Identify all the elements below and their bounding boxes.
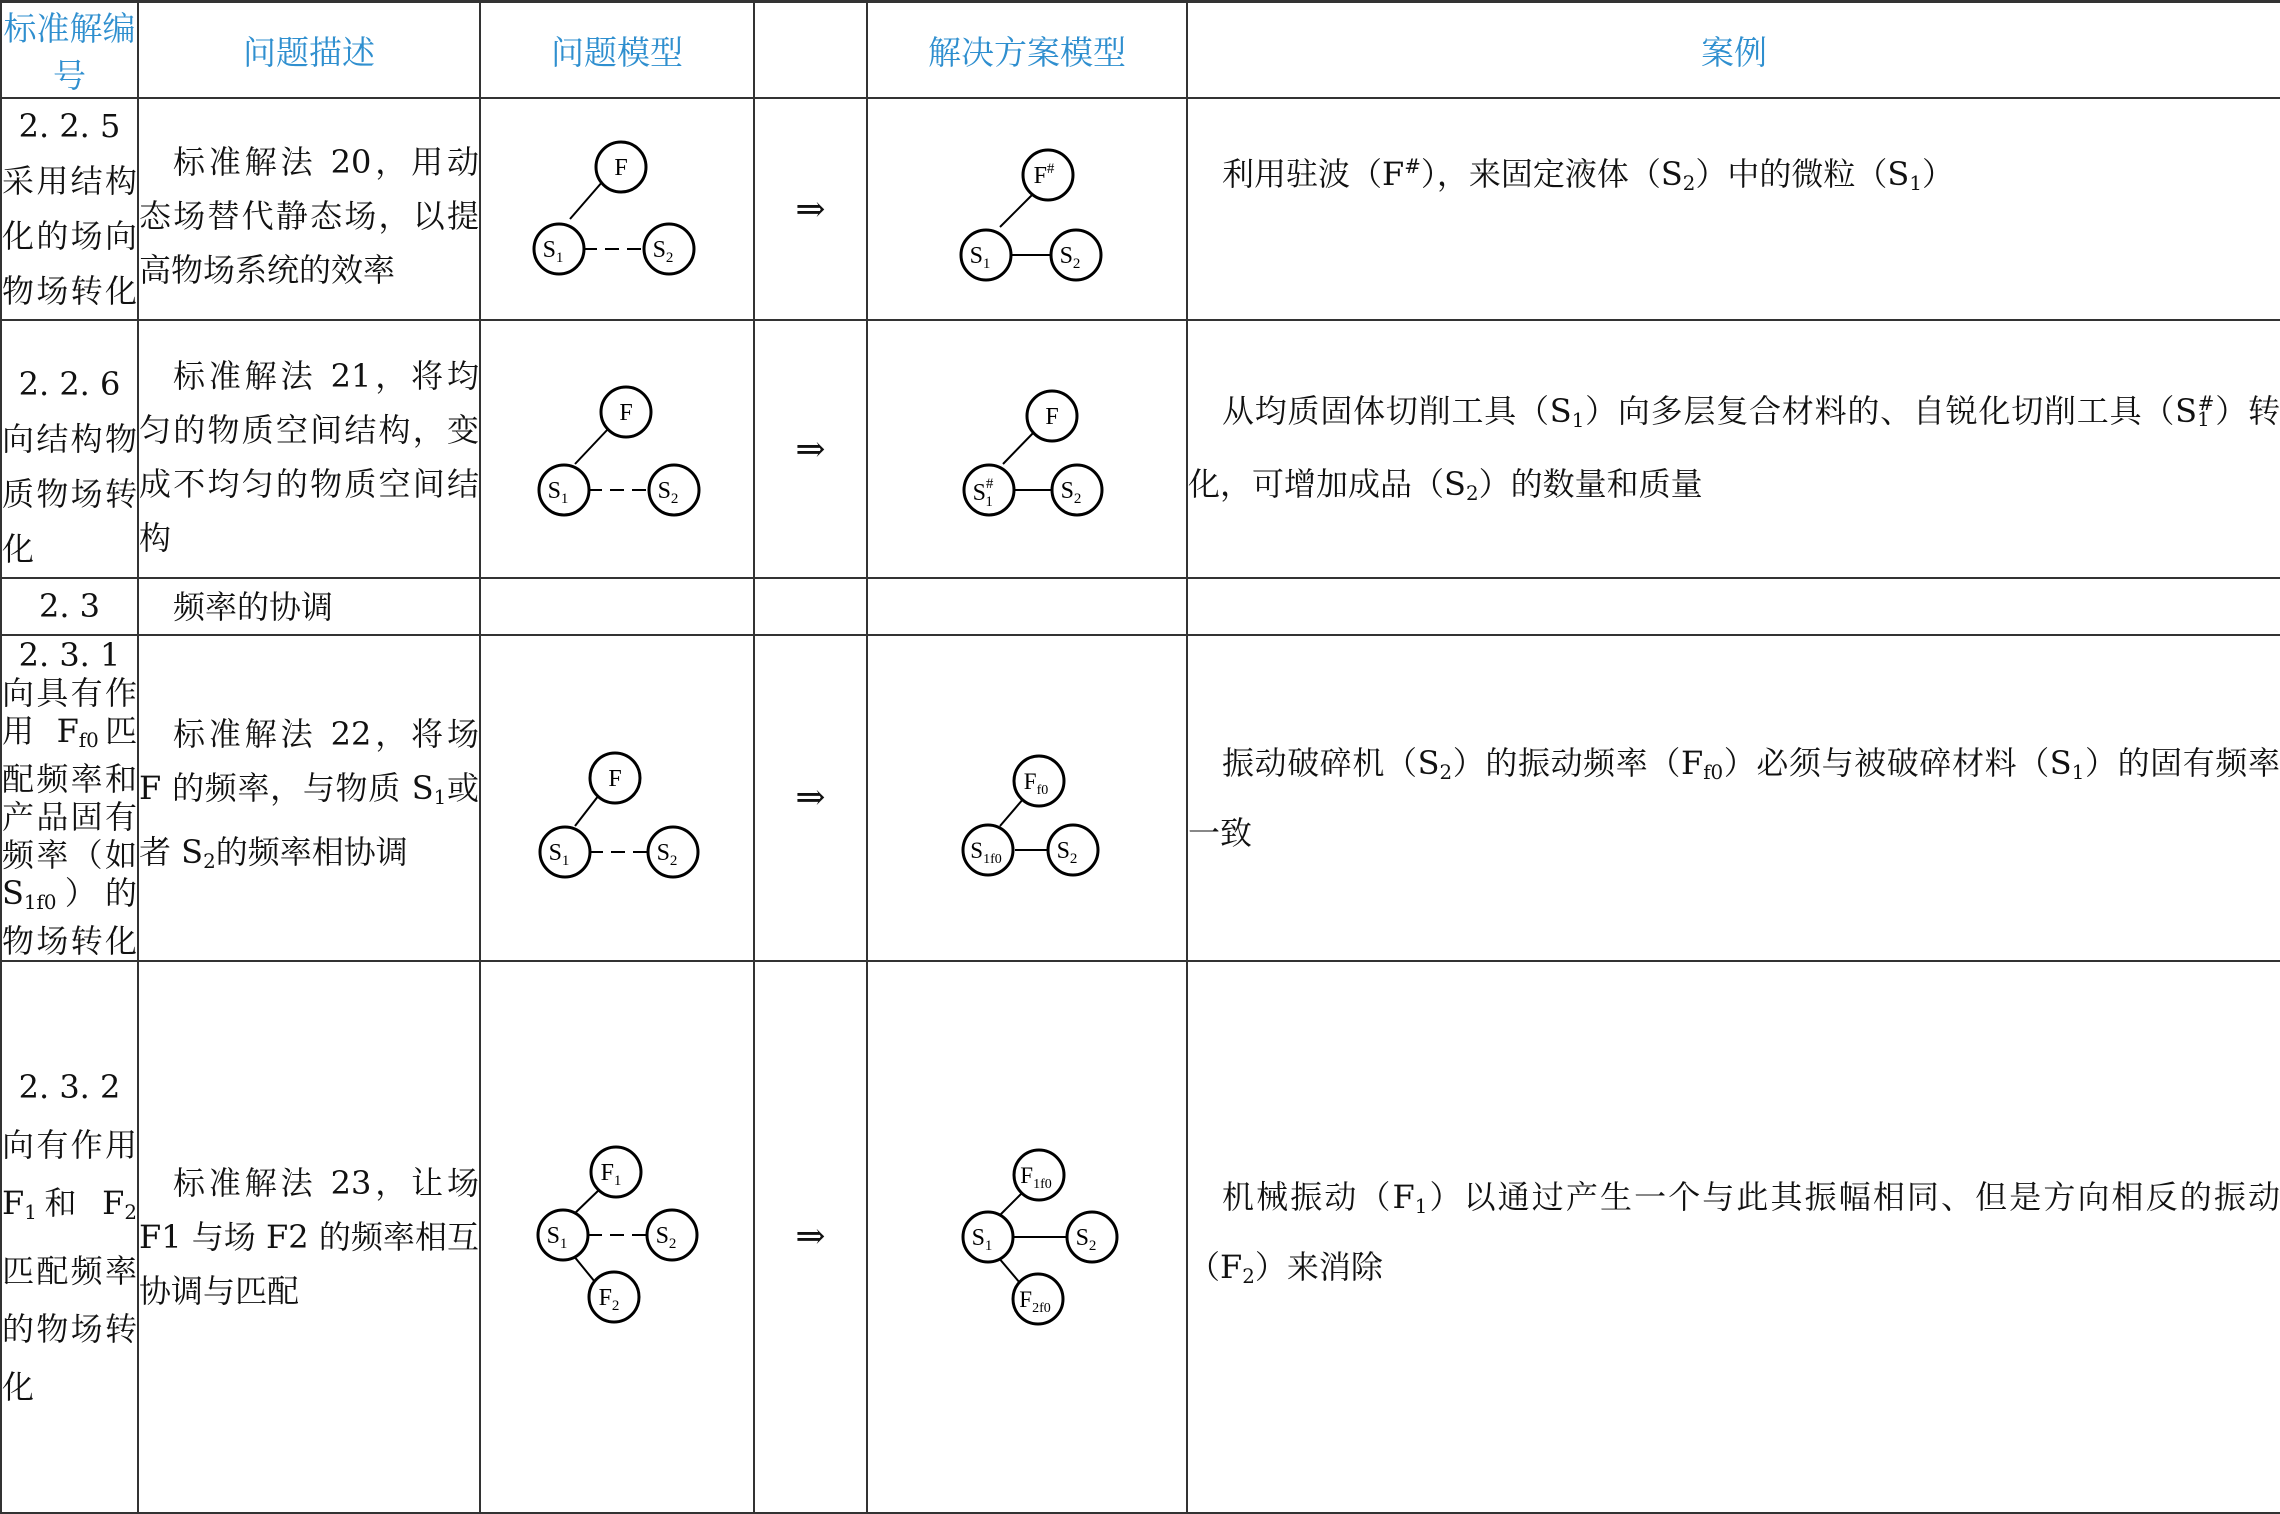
problem-model-diagram bbox=[481, 109, 755, 309]
description-cell bbox=[138, 578, 480, 635]
solution-model-diagram bbox=[868, 1097, 1188, 1377]
code-number: 2. 2. 5 bbox=[18, 107, 121, 145]
node-s1-label: $S_1$ bbox=[546, 1222, 568, 1252]
code-text: 向有作用 $F_1$和 $F_2$匹配频率的物场转化 bbox=[2, 1125, 137, 1406]
code-cell bbox=[1, 320, 138, 578]
solution-model-diagram bbox=[868, 109, 1188, 309]
description-text: 标准解法 20，用动态场替代静态场，以提高物场系统的效率 bbox=[139, 143, 479, 289]
problem-model-cell bbox=[480, 320, 754, 578]
solution-model-cell bbox=[867, 961, 1187, 1513]
empty-cell bbox=[867, 578, 1187, 635]
header-solution-model: 解决方案模型 bbox=[867, 2, 1187, 99]
arrow-cell: ⇒ bbox=[754, 320, 867, 578]
description-text: 标准解法 23，让场 F1 与场 F2 的频率相互协调与匹配 bbox=[139, 1163, 479, 1310]
node-s1-label: $S_1$ bbox=[548, 839, 570, 869]
node-s2-label: $S_2$ bbox=[656, 839, 678, 869]
solution-model-diagram bbox=[868, 360, 1188, 538]
description-text: 标准解法 21，将均匀的物质空间结构，变成不均匀的物质空间结构 bbox=[139, 357, 479, 557]
header-case: 案例 bbox=[1187, 2, 2280, 99]
node-f-label: F bbox=[608, 765, 622, 792]
problem-model-diagram bbox=[481, 678, 755, 918]
header-description: 问题描述 bbox=[138, 2, 480, 99]
node-s1f0-label: $S_{1f0}$ bbox=[970, 837, 1002, 867]
solution-model-cell bbox=[867, 98, 1187, 320]
table-row bbox=[1, 578, 2280, 635]
case-cell bbox=[1187, 961, 2280, 1513]
code-number: 2. 3. 1 bbox=[18, 636, 121, 674]
node-s2-label: $S_2$ bbox=[1056, 837, 1078, 867]
table-row bbox=[1, 635, 2280, 961]
case-text: 利用驻波（F#），来固定液体$(S_2)$中的微粒$(S_1)$ bbox=[1222, 154, 1954, 195]
node-ff0-label: $F_{f0}$ bbox=[1023, 768, 1049, 798]
node-s2-label: $S_2$ bbox=[1060, 478, 1082, 507]
description-cell bbox=[138, 98, 480, 320]
node-f2f0-label: $F_{2f0}$ bbox=[1019, 1286, 1051, 1316]
table-row bbox=[1, 961, 2280, 1513]
code-number: 2. 3 bbox=[38, 587, 101, 625]
code-cell bbox=[1, 961, 138, 1513]
solution-model-cell bbox=[867, 635, 1187, 961]
arrow-cell: ⇒ bbox=[754, 98, 867, 320]
description-text: 频率的协调 bbox=[173, 587, 334, 626]
description-cell bbox=[138, 635, 480, 961]
header-code: 标准解编号 bbox=[1, 2, 138, 99]
node-s1-label: $S_1$ bbox=[971, 1224, 993, 1254]
problem-model-diagram bbox=[481, 360, 755, 538]
empty-cell bbox=[1187, 578, 2280, 635]
problem-model-diagram bbox=[481, 1097, 755, 1377]
header-problem-model: 问题模型 bbox=[480, 2, 754, 99]
solution-model-cell bbox=[867, 320, 1187, 578]
table-row bbox=[1, 320, 2280, 578]
node-f-label: F bbox=[619, 400, 633, 426]
code-cell bbox=[1, 98, 138, 320]
header-row bbox=[1, 2, 2280, 99]
problem-model-cell bbox=[480, 98, 754, 320]
table-row bbox=[1, 98, 2280, 320]
node-f-hash-label: F# bbox=[1033, 161, 1055, 189]
node-s1-label: $S_1$ bbox=[547, 478, 569, 507]
code-text: 向具有作用 $F_{f0}$匹配频率和产品固有频率（如 $S_{1f0}$）的物场转化 bbox=[2, 674, 137, 960]
case-cell bbox=[1187, 635, 2280, 961]
case-text: 机械振动$(F_1)$以通过产生一个与此其振幅相同、但是方向相反的振动$(F_2)$来消除 bbox=[1188, 1178, 2280, 1288]
description-cell bbox=[138, 320, 480, 578]
code-text: 向结构物质物场转化 bbox=[2, 420, 137, 568]
case-cell bbox=[1187, 98, 2280, 320]
code-number: 2. 3. 2 bbox=[18, 1067, 121, 1106]
code-number: 2. 2. 6 bbox=[18, 365, 121, 403]
description-text: 标准解法 22，将场 F 的频率，与物质 $S_1$或者 $S_2$的频率相协调 bbox=[139, 715, 479, 873]
code-cell bbox=[1, 635, 138, 961]
node-s1-label: $S_1$ bbox=[542, 237, 564, 266]
header-arrow bbox=[754, 2, 867, 99]
arrow-cell: ⇒ bbox=[754, 635, 867, 961]
node-f2-label: $F_2$ bbox=[598, 1284, 620, 1314]
node-s1-hash-label: S# 1 bbox=[972, 476, 994, 510]
node-s2-label: $S_2$ bbox=[1059, 243, 1081, 272]
node-s2-label: $S_2$ bbox=[652, 237, 674, 266]
node-f-label: F bbox=[1045, 404, 1059, 430]
node-f1-label: $F_1$ bbox=[600, 1159, 622, 1189]
node-s2-label: $S_2$ bbox=[655, 1222, 677, 1252]
node-s2-label: $S_2$ bbox=[1075, 1224, 1097, 1254]
empty-cell bbox=[480, 578, 754, 635]
node-f-label: F bbox=[614, 155, 628, 181]
node-f1f0-label: $F_{1f0}$ bbox=[1020, 1162, 1052, 1192]
arrow-cell: ⇒ bbox=[754, 961, 867, 1513]
problem-model-cell bbox=[480, 635, 754, 961]
case-text: 从均质固体切削工具$(S_1)$向多层复合材料的、自锐化切削工具$(S_1^{\#})$转化，可增加成品$(S_2)$的数量和质量 bbox=[1188, 391, 2280, 506]
solution-model-diagram bbox=[868, 678, 1188, 918]
node-s2-label: $S_2$ bbox=[657, 478, 679, 507]
code-text: 采用结构化的场向物场转化 bbox=[2, 162, 137, 310]
description-cell bbox=[138, 961, 480, 1513]
node-s1-label: $S_1$ bbox=[969, 243, 991, 272]
empty-cell bbox=[754, 578, 867, 635]
case-text: 振动破碎机$(S_2)$的振动频率$(F_{f0})$必须与被破碎材料$(S_1)$的固有频率一致 bbox=[1188, 743, 2280, 852]
code-cell bbox=[1, 578, 138, 635]
problem-model-cell bbox=[480, 961, 754, 1513]
case-cell bbox=[1187, 320, 2280, 578]
